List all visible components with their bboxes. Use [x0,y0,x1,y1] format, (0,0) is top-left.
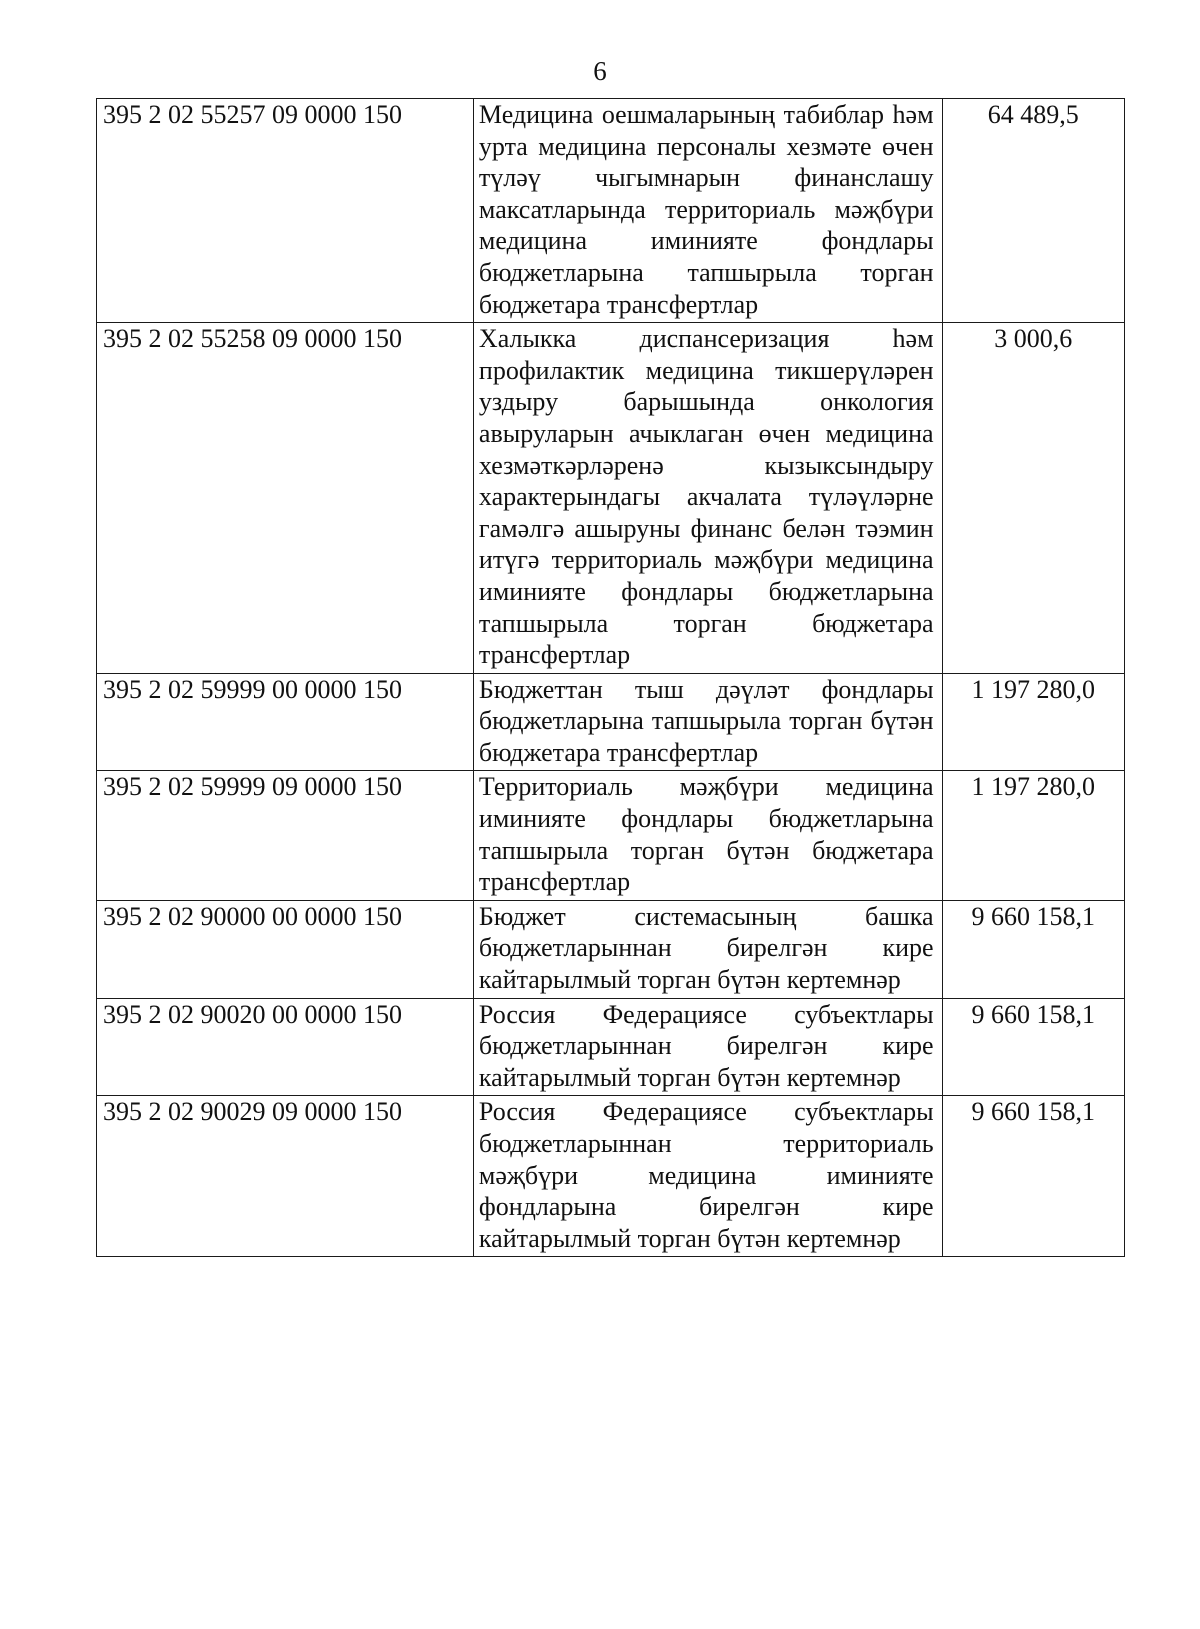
budget-code-cell: 395 2 02 55258 09 0000 150 [97,323,474,674]
description-cell: Бюджет системасының башка бюджетларыннан бирелгән кире кайтарылмый торган бүтән кертемнәр [473,900,942,998]
description-cell: Халыкка диспансеризация һәм профилактик медицина тикшерүләрен уздыру барышында онкология авыруларын ачыклаган өчен медицина хезмәткәрләренә кызыксындыру характерындагы акчалата түләүләрне гамәлгә ашыруны финанс белән тәэмин итүгә территориаль мәҗбүри медицина иминияте фондлары бюджетларына тапшырыла торган бюджетара трансфертлар [473,323,942,674]
description-cell: Россия Федерациясе субъектлары бюджетларыннан бирелгән кире кайтарылмый торган бүтән кертемнәр [473,998,942,1096]
page-number: 6 [593,56,607,86]
description-cell: Территориаль мәҗбүри медицина иминияте фондлары бюджетларына тапшырыла торган бүтән бюджетара трансфертлар [473,771,942,900]
budget-code-cell: 395 2 02 90000 00 0000 150 [97,900,474,998]
amount-cell: 64 489,5 [942,99,1124,323]
budget-code-cell: 395 2 02 59999 00 0000 150 [97,673,474,771]
table-row [97,1096,1125,1257]
amount-cell: 1 197 280,0 [942,673,1124,771]
description-cell: Бюджеттан тыш дәүләт фондлары бюджетларына тапшырыла торган бүтән бюджетара трансфертлар [473,673,942,771]
amount-cell: 3 000,6 [942,323,1124,674]
budget-table [96,98,1125,1257]
description-cell: Россия Федерациясе субъектлары бюджетларыннан территориаль мәҗбүри медицина иминияте фондларына бирелгән кире кайтарылмый торган бүтән кертемнәр [473,1096,942,1257]
table-row [97,99,1125,323]
budget-code-cell: 395 2 02 59999 09 0000 150 [97,771,474,900]
amount-cell: 9 660 158,1 [942,998,1124,1096]
amount-cell: 1 197 280,0 [942,771,1124,900]
table-row [97,998,1125,1096]
amount-cell: 9 660 158,1 [942,900,1124,998]
table-row [97,771,1125,900]
table-row [97,673,1125,771]
description-cell: Медицина оешмаларының табиблар һәм урта медицина персоналы хезмәте өчен түләү чыгымнарын финанслашу максатларында территориаль мәҗбүри медицина иминияте фондлары бюджетларына тапшырыла торган бюджетара трансфертлар [473,99,942,323]
budget-code-cell: 395 2 02 90029 09 0000 150 [97,1096,474,1257]
budget-code-cell: 395 2 02 90020 00 0000 150 [97,998,474,1096]
budget-code-cell: 395 2 02 55257 09 0000 150 [97,99,474,323]
amount-cell: 9 660 158,1 [942,1096,1124,1257]
table-row [97,900,1125,998]
table-row [97,323,1125,674]
